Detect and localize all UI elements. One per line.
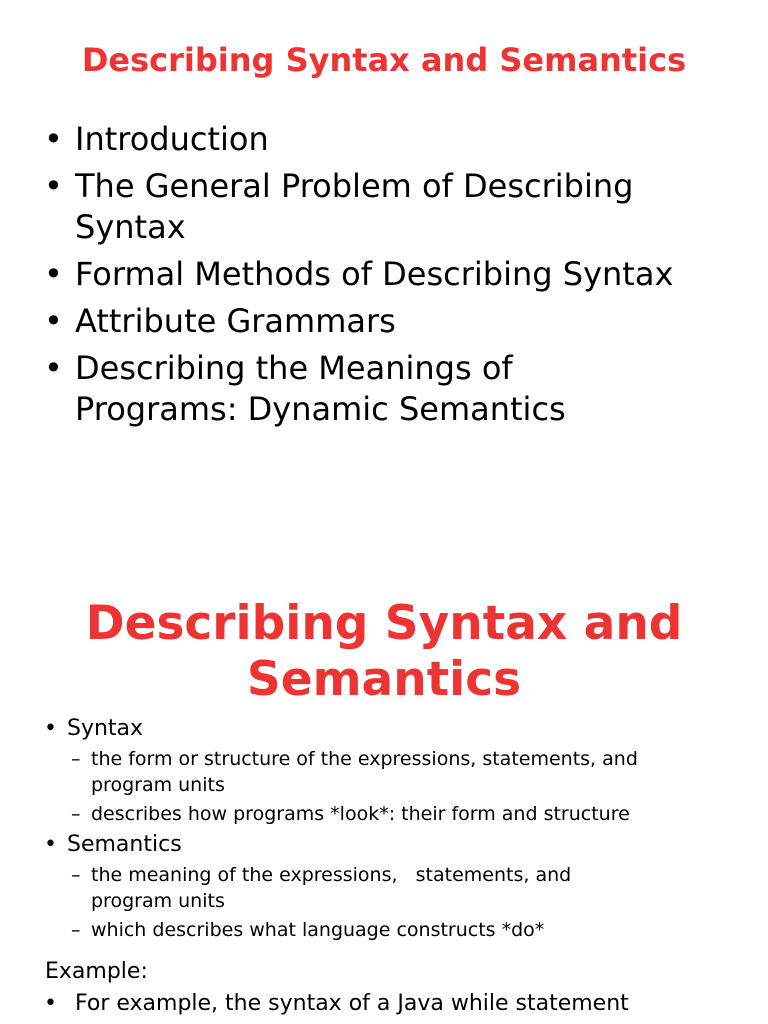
sub-list-item: – describes how programs *look*: their form and structure (71, 803, 630, 825)
slide-2 (0, 580, 768, 1024)
sub-list-item: – the form or structure of the expressions, statements, and program units (71, 748, 638, 796)
list-item-semantics: • Semantics – the meaning of the expressions, statements, and program units – which describes what language constructs *do* (44, 830, 744, 943)
bullet-icon: • (44, 302, 63, 340)
slide-1-bullet-list (44, 119, 744, 436)
list-item: • For example, the syntax of a Java while statement (44, 989, 764, 1019)
bullet-icon: • (44, 349, 63, 387)
slide-2-title: Describing Syntax and Semantics (85, 596, 683, 707)
bullet-icon: • (44, 716, 57, 741)
sub-list (67, 862, 744, 943)
list-item: • Introduction (44, 120, 269, 158)
example-list (44, 989, 764, 1019)
list-item: • The General Problem of Describing Syntax (44, 167, 634, 246)
sub-list-item: – the meaning of the expressions, statements, and program units (71, 864, 578, 912)
bullet-icon: • (44, 832, 57, 857)
list-item: • Describing the Meanings of Programs: Dynamic Semantics (44, 349, 566, 428)
dash-icon: – (71, 919, 81, 941)
dash-icon: – (71, 748, 81, 770)
bullet-icon: • (44, 167, 63, 205)
sub-list-item: – which describes what language constructs *do* (71, 919, 545, 941)
slide-1 (0, 0, 768, 500)
list-item: • Attribute Grammars (44, 302, 396, 340)
dash-icon: – (71, 864, 81, 886)
dash-icon: – (71, 803, 81, 825)
example-label: Example: (45, 959, 148, 984)
bullet-icon: • (44, 991, 57, 1016)
list-item: • Formal Methods of Describing Syntax (44, 255, 674, 293)
bullet-icon: • (44, 255, 63, 293)
slide-2-bullet-list (44, 714, 744, 946)
list-item-syntax: • Syntax – the form or structure of the expressions, statements, and program units – describes how programs *look*: their form and structure (44, 714, 744, 827)
sub-list (67, 746, 744, 827)
bullet-icon: • (44, 120, 63, 158)
slide-1-title: Describing Syntax and Semantics (81, 41, 687, 79)
